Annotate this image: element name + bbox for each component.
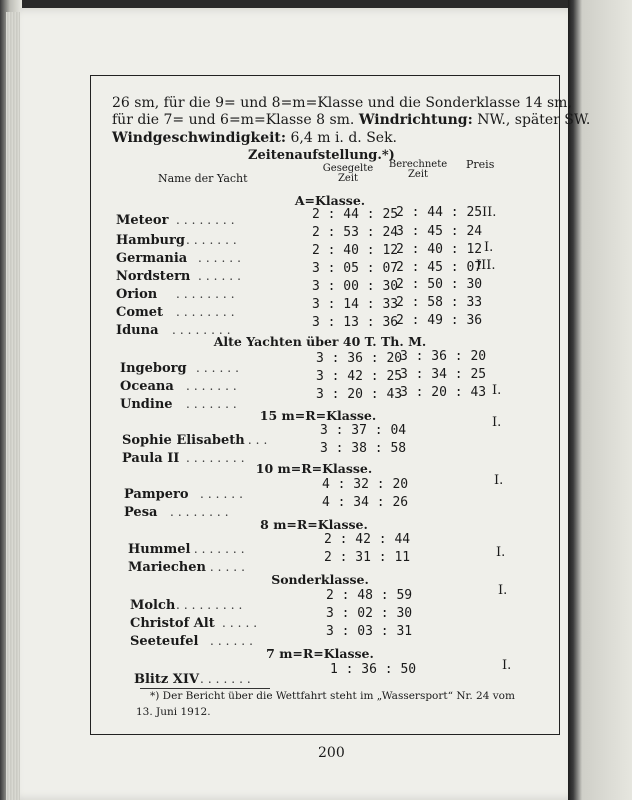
column-header-sailed (318, 164, 378, 184)
sailed-time: 3 : 42 : 25 (316, 369, 403, 384)
yacht-name: Germania (116, 251, 188, 266)
yacht-name: Christof Alt (130, 616, 215, 631)
yacht-name: Undine (120, 397, 173, 412)
column-header-computed-line-2: Zeit (407, 169, 429, 180)
sailed-time: 3 : 05 : 07 (312, 261, 399, 276)
computed-time: 2 : 58 : 33 (396, 295, 483, 310)
yacht-name: Hummel (128, 542, 191, 557)
computed-time: 3 : 36 : 20 (400, 349, 487, 364)
prize: I. (496, 545, 506, 560)
page-number: 200 (318, 745, 345, 761)
sailed-time: 2 : 53 : 24 (312, 225, 399, 240)
leader-dots: ......... (176, 598, 247, 612)
leader-dots: ..... (222, 616, 262, 630)
sailed-time: 3 : 03 : 31 (326, 624, 413, 639)
table-title: Zeitenaufstellung.*) (248, 148, 395, 163)
prize: I. (484, 240, 494, 255)
prize: I. (494, 473, 504, 488)
prize: III. (476, 258, 496, 273)
prize: I. (502, 658, 512, 673)
wind-speed-label: Windgeschwindigkeit: (112, 130, 287, 146)
yacht-name: Comet (116, 305, 164, 320)
leader-dots: ...... (200, 487, 247, 501)
column-header-computed-line-1: Berechnete (388, 159, 448, 170)
section-title-a-klasse: A=Klasse. (294, 193, 366, 208)
sailed-time: 2 : 40 : 12 (312, 243, 399, 258)
prize: I. (492, 383, 502, 398)
footnote-line-1: *) Der Bericht über die Wettfahrt steht im „Wassersport“ Nr. 24 vom (150, 690, 515, 702)
yacht-name: Nordstern (116, 269, 191, 284)
sailed-time: 4 : 32 : 20 (322, 477, 409, 492)
leader-dots: ...... (196, 361, 243, 375)
sailed-time: 1 : 36 : 50 (330, 662, 417, 677)
yacht-name: Meteor (116, 213, 169, 228)
yacht-name: Orion (116, 287, 158, 302)
sailed-time: 2 : 42 : 44 (324, 532, 411, 547)
leader-dots: ........ (186, 451, 249, 465)
sailed-time: 3 : 02 : 30 (326, 606, 413, 621)
prize: I. (492, 415, 502, 430)
sailed-time: 3 : 38 : 58 (320, 441, 407, 456)
sailed-time: 3 : 20 : 43 (316, 387, 403, 402)
sailed-time: 3 : 14 : 33 (312, 297, 399, 312)
computed-time: 3 : 45 : 24 (396, 224, 483, 239)
yacht-name: Sophie Elisabeth (122, 433, 245, 448)
paragraph-line-3 (112, 130, 397, 146)
leader-dots: .... (240, 433, 272, 447)
paragraph-line-1: 26 sm, für die 9= und 8=m=Klasse und die Sonderklasse 14 sm, (112, 95, 572, 111)
wind-speed-value: 6,4 m i. d. Sek. (290, 130, 398, 146)
computed-time: 2 : 40 : 12 (396, 242, 483, 257)
leader-dots: ....... (200, 672, 255, 686)
leader-dots: ........ (172, 323, 235, 337)
section-title-7m: 7 m=R=Klasse. (266, 646, 374, 661)
leader-dots: ........ (186, 542, 249, 556)
section-title-8m: 8 m=R=Klasse. (260, 517, 368, 532)
paragraph-line-2-text: für die 7= und 6=m=Klasse 8 sm. (112, 112, 355, 128)
wind-direction-value: NW., später SW. (477, 112, 591, 128)
column-header-computed (386, 160, 450, 180)
leader-dots: ....... (186, 379, 241, 393)
yacht-name: Pesa (124, 505, 158, 520)
computed-time: 2 : 50 : 30 (396, 277, 483, 292)
yacht-name: Seeteufel (130, 634, 199, 649)
yacht-name: Hamburg (116, 233, 185, 248)
computed-time: 2 : 49 : 36 (396, 313, 483, 328)
leader-dots: ...... (210, 634, 257, 648)
section-title-alte-yachten: Alte Yachten über 40 T. Th. M. (213, 334, 427, 349)
yacht-name: Mariechen (128, 560, 206, 575)
sailed-time: 2 : 48 : 59 (326, 588, 413, 603)
section-title-10m: 10 m=R=Klasse. (255, 461, 373, 476)
leader-dots: ........ (170, 505, 233, 519)
yacht-name: Blitz XIV (134, 672, 200, 687)
sailed-time: 4 : 34 : 26 (322, 495, 409, 510)
computed-time: 2 : 44 : 25 (396, 205, 483, 220)
wind-direction-label: Windrichtung: (358, 112, 473, 128)
section-title-15m: 15 m=R=Klasse. (259, 408, 377, 423)
leader-dots: ....... (186, 233, 241, 247)
leader-dots: ........ (176, 305, 239, 319)
computed-time: 3 : 20 : 43 (400, 385, 487, 400)
column-header-prize: Preis (466, 158, 495, 171)
computed-time: 2 : 45 : 07 (396, 260, 483, 275)
column-header-name: Name der Yacht (158, 172, 248, 185)
leader-dots: ........ (176, 213, 239, 227)
prize: II. (482, 205, 497, 220)
sailed-time: 2 : 44 : 25 (312, 207, 399, 222)
footnote-rule (140, 688, 270, 689)
yacht-name: Paula II (122, 451, 180, 466)
footnote-line-2: 13. Juni 1912. (136, 706, 211, 718)
leader-dots: ...... (198, 269, 245, 283)
sailed-time: 3 : 00 : 30 (312, 279, 399, 294)
sailed-time: 3 : 13 : 36 (312, 315, 399, 330)
leader-dots: ...... (202, 560, 249, 574)
leader-dots: ...... (198, 251, 245, 265)
yacht-name: Ingeborg (120, 361, 187, 376)
section-title-sonderklasse: Sonderklasse. (271, 572, 369, 587)
sailed-time: 3 : 37 : 04 (320, 423, 407, 438)
column-header-sailed-line-1: Gesegelte (322, 163, 374, 174)
yacht-name: Iduna (116, 323, 159, 338)
yacht-name: Molch (130, 598, 176, 613)
sailed-time: 2 : 31 : 11 (324, 550, 411, 565)
leader-dots: ........ (176, 287, 239, 301)
leader-dots: ....... (186, 397, 241, 411)
paragraph-line-2 (112, 112, 590, 128)
prize: I. (498, 583, 508, 598)
yacht-name: Oceana (120, 379, 174, 394)
computed-time: 3 : 34 : 25 (400, 367, 487, 382)
column-header-sailed-line-2: Zeit (337, 173, 359, 184)
sailed-time: 3 : 36 : 20 (316, 351, 403, 366)
yacht-name: Pampero (124, 487, 189, 502)
